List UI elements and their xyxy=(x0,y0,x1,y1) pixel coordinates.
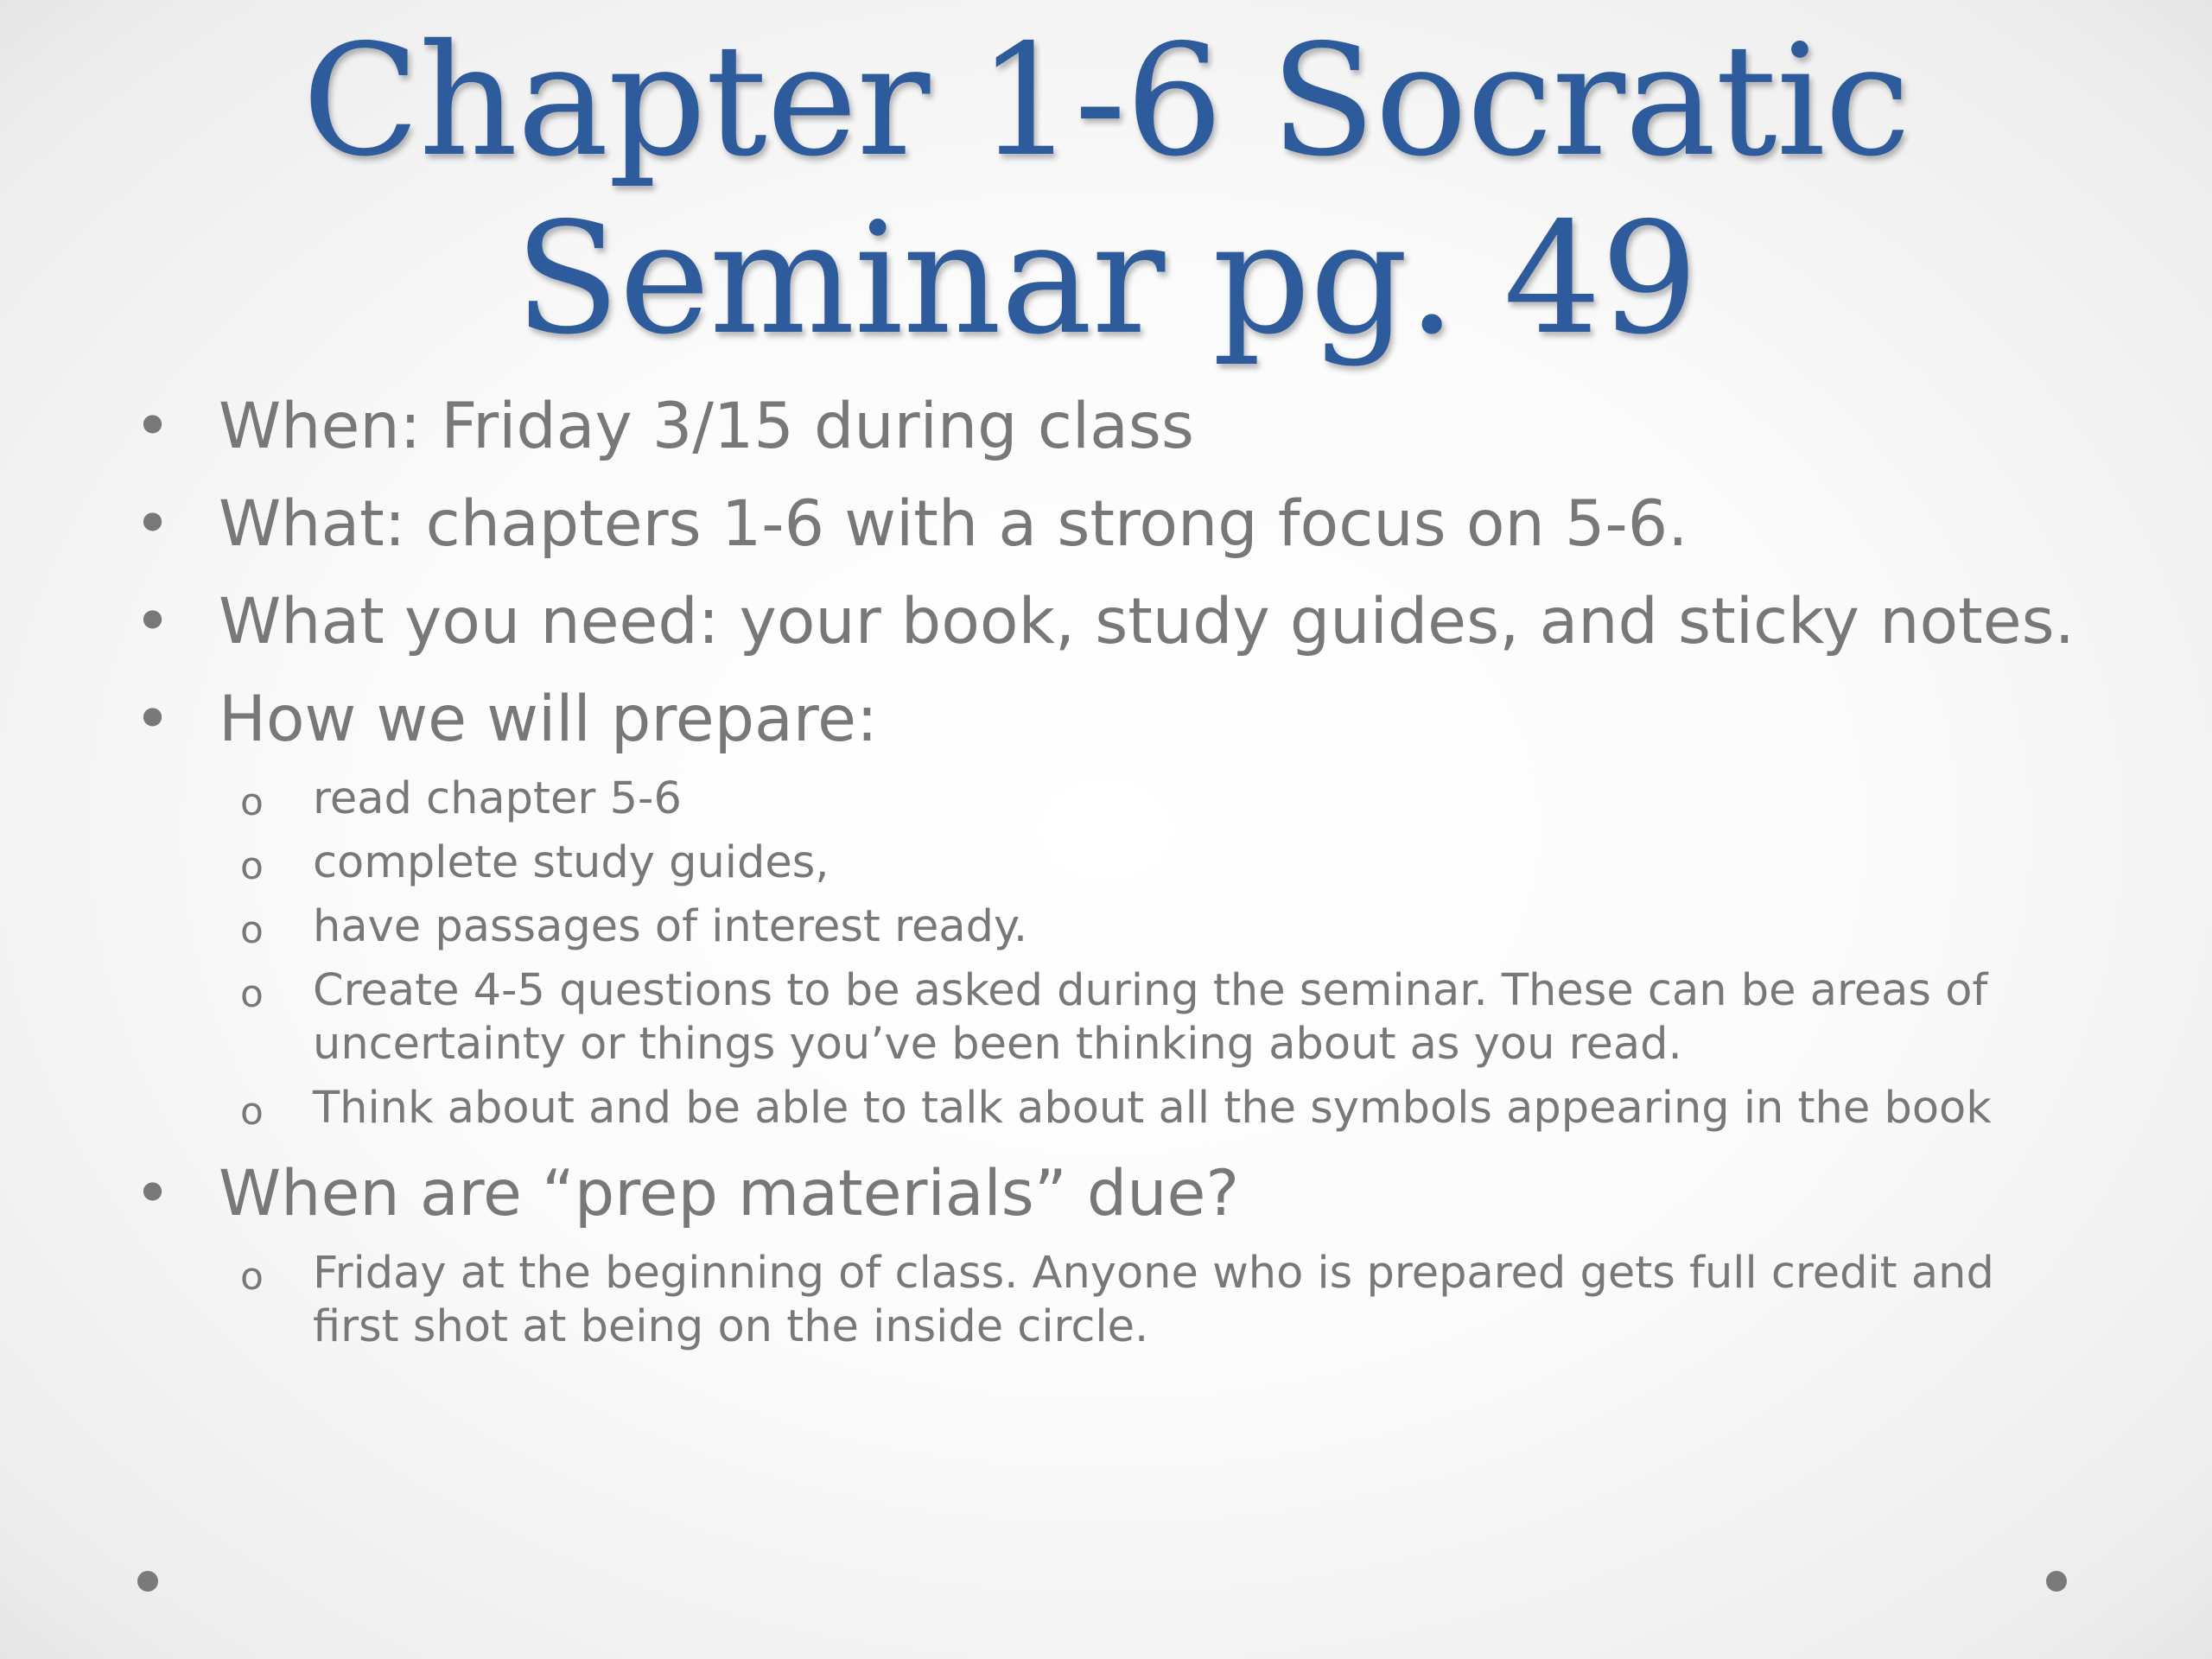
sub-bullet-circle-icon: o xyxy=(240,1255,264,1299)
bullet-text: When: Friday 3/15 during class xyxy=(219,390,1194,463)
prepare-sub-list xyxy=(130,772,2082,1135)
slide-title xyxy=(0,12,2212,368)
sub-bullet-text: have passages of interest ready. xyxy=(313,901,1028,952)
bullet-text: When are “prep materials” due? xyxy=(219,1157,1240,1230)
bullet-dot-icon: • xyxy=(134,1157,172,1230)
decorative-dot-icon xyxy=(137,1571,158,1592)
title-line-1: Chapter 1-6 Socratic xyxy=(302,11,1910,190)
sub-bullet-text: read chapter 5-6 xyxy=(313,773,682,824)
due-sub-list xyxy=(130,1247,2082,1354)
bullet-text: What: chapters 1-6 with a strong focus on 5-6. xyxy=(219,487,1688,561)
sub-bullet-item xyxy=(130,772,2082,826)
sub-bullet-text: Friday at the beginning of class. Anyone who is prepared gets full credit and first shot at being on the inside circle. xyxy=(313,1248,1994,1352)
sub-bullet-text: Create 4-5 questions to be asked during the seminar. These can be areas of uncertainty or things you’ve been thinking about as you read. xyxy=(313,965,1988,1070)
bullet-text: How we will prepare: xyxy=(219,683,878,756)
sub-bullet-item xyxy=(130,1247,2082,1354)
bullet-dot-icon: • xyxy=(134,683,172,756)
decorative-dot-icon xyxy=(2046,1571,2067,1592)
sub-bullet-circle-icon: o xyxy=(240,908,264,952)
sub-bullet-circle-icon: o xyxy=(240,780,264,824)
sub-bullet-circle-icon: o xyxy=(240,844,264,888)
sub-bullet-item xyxy=(130,836,2082,890)
bullet-item-what-you-need xyxy=(130,582,2082,662)
sub-bullet-circle-icon: o xyxy=(240,1090,264,1134)
sub-bullet-text: complete study guides, xyxy=(313,837,830,888)
bullet-dot-icon: • xyxy=(134,390,172,463)
title-line-2: Seminar pg. 49 xyxy=(514,189,1698,368)
bullet-item-how-we-will-prepare xyxy=(130,680,2082,760)
sub-bullet-text: Think about and be able to talk about all the symbols appearing in the book xyxy=(313,1083,1992,1134)
sub-bullet-item xyxy=(130,964,2082,1071)
slide-body xyxy=(130,387,2082,1373)
bullet-dot-icon: • xyxy=(134,585,172,658)
sub-bullet-circle-icon: o xyxy=(240,972,264,1016)
bullet-dot-icon: • xyxy=(134,487,172,561)
bullet-text: What you need: your book, study guides, and sticky notes. xyxy=(219,585,2075,658)
bullet-item-when-due xyxy=(130,1154,2082,1234)
bullet-item-when xyxy=(130,387,2082,467)
sub-bullet-item xyxy=(130,1082,2082,1135)
bullet-item-what xyxy=(130,485,2082,564)
sub-bullet-item xyxy=(130,900,2082,954)
